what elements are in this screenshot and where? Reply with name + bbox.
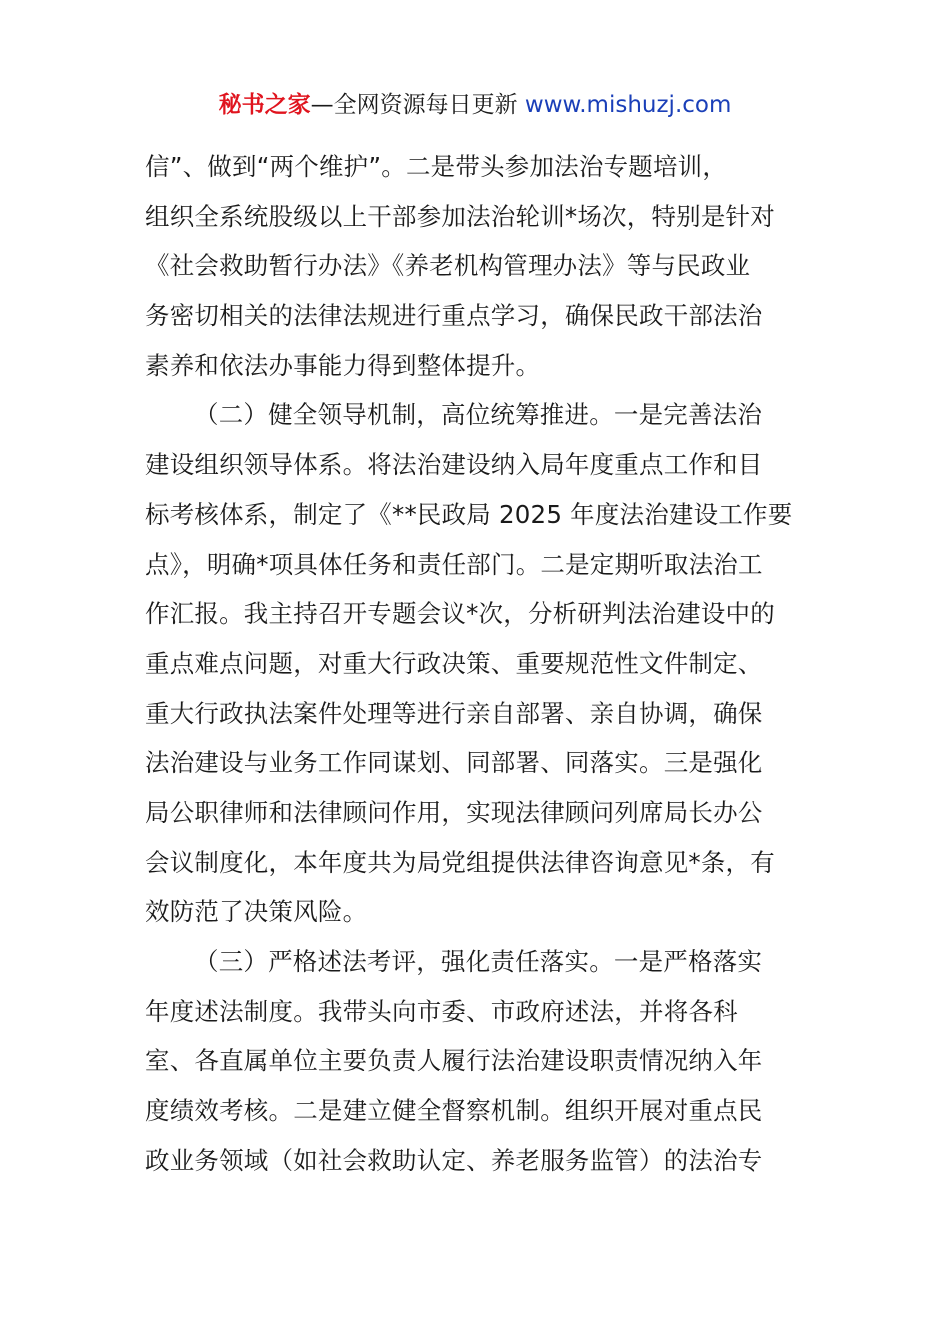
- document-body: [145, 142, 813, 1185]
- text-line: 建设组织领导体系。将法治建设纳入局年度重点工作和目: [145, 450, 763, 480]
- text-line: 《社会救助暂行办法》《养老机构管理办法》等与民政业: [145, 251, 751, 281]
- text-line: 政业务领域（如社会救助认定、养老服务监管）的法治专: [145, 1145, 763, 1175]
- text-line: 信”、做到“两个维护”。二是带头参加法治专题培训，: [145, 152, 728, 181]
- text-line: 素养和依法办事能力得到整体提升。: [145, 350, 541, 380]
- text-line: 重点难点问题，对重大行政决策、重要规范性文件制定、: [145, 648, 763, 678]
- brand-name: 秘书之家: [218, 92, 311, 118]
- text-line: 度绩效考核。二是建立健全督察机制。组织开展对重点民: [145, 1096, 763, 1126]
- text-line: 会议制度化，本年度共为局党组提供法律咨询意见*条，有: [145, 847, 775, 877]
- text-line: 年度述法制度。我带头向市委、市政府述法，并将各科: [145, 996, 738, 1026]
- text-line: 作汇报。我主持召开专题会议*次，分析研判法治建设中的: [145, 599, 775, 629]
- text-line: 重大行政执法案件处理等进行亲自部署、亲自协调，确保: [145, 698, 763, 728]
- header-tagline: —全网资源每日更新: [310, 92, 525, 118]
- text-line: 室、各直属单位主要负责人履行法治建设职责情况纳入年: [145, 1046, 763, 1076]
- paragraph-start-line: （二）健全领导机制，高位统筹推进。一是完善法治: [194, 400, 763, 430]
- text-line: 组织全系统股级以上干部参加法治轮训*场次，特别是针对: [145, 201, 775, 231]
- page-header: [0, 88, 950, 122]
- text-line: 局公职律师和法律顾问作用，实现法律顾问列席局长办公: [145, 797, 763, 827]
- text-line: 法治建设与业务工作同谋划、同部署、同落实。三是强化: [145, 748, 763, 778]
- text-line: 点》，明确*项具体任务和责任部门。二是定期听取法治工: [145, 549, 763, 579]
- text-line: 务密切相关的法律法规进行重点学习，确保民政干部法治: [145, 301, 763, 331]
- text-line: 效防范了决策风险。: [145, 897, 368, 927]
- paragraph-start-line: （三）严格述法考评，强化责任落实。一是严格落实: [194, 947, 763, 976]
- text-line: 标考核体系，制定了《**民政局 2025 年度法治建设工作要: [145, 499, 793, 529]
- site-url-link[interactable]: www.mishuzj.com: [524, 92, 732, 118]
